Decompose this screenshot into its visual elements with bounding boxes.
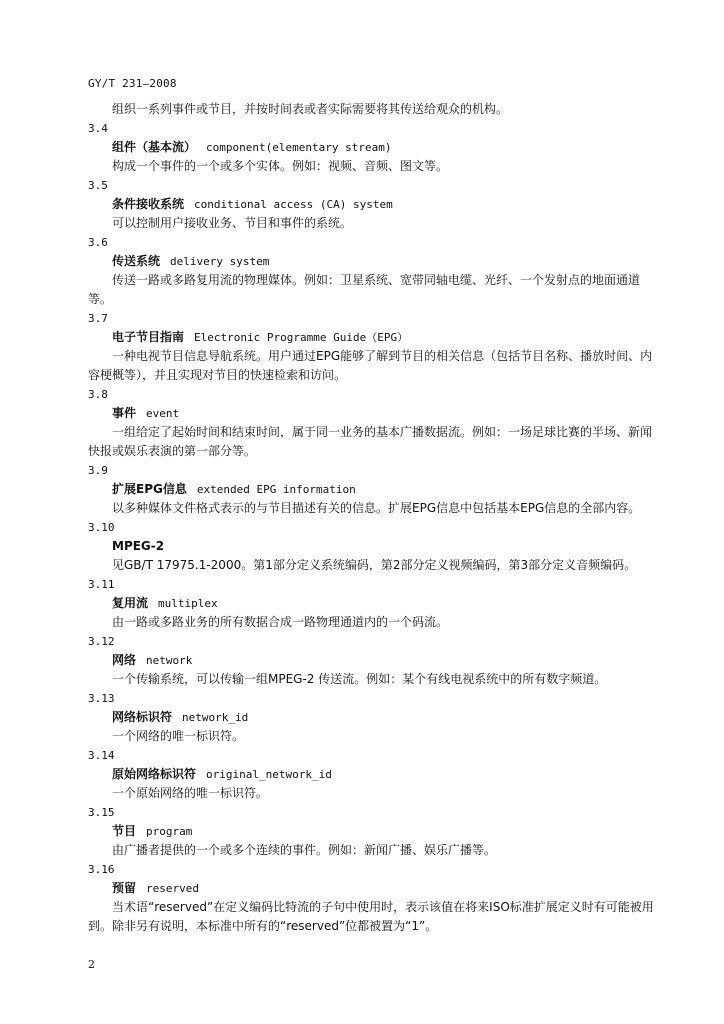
entry-definition: 由广播者提供的一个或多个连续的事件。例如：新闻广播、娱乐广播等。	[112, 843, 497, 857]
entry-term	[88, 537, 658, 556]
entry-term	[88, 708, 658, 727]
entry-3-8	[88, 385, 658, 461]
entry-number: 3.12	[88, 635, 115, 648]
entry-number: 3.7	[88, 312, 108, 325]
term-en: conditional access (CA) system	[194, 198, 393, 211]
entry-3-11	[88, 575, 658, 632]
entry-definition: 一种电视节目信息导航系统。用户通过EPG能够了解到节目的相关信息（包括节目名称、播放时间、内容梗概等），并且实现对节目的快速检索和访问。	[88, 349, 653, 382]
term-zh: 预留	[112, 881, 137, 895]
entry-definition: 一个原始网络的唯一标识符。	[112, 786, 269, 800]
entry-term	[88, 404, 658, 423]
entry-3-6	[88, 233, 658, 309]
entry-term	[88, 765, 658, 784]
term-zh: 网络标识符	[112, 710, 173, 724]
term-zh: 网络	[112, 653, 137, 667]
entry-definition: 可以控制用户接收业务、节目和事件的系统。	[112, 216, 353, 230]
entry-3-16	[88, 860, 658, 936]
entry-term	[88, 328, 658, 347]
entry-3-7	[88, 309, 658, 385]
entry-term	[88, 594, 658, 613]
entry-3-9	[88, 461, 658, 518]
entry-definition: 一个网络的唯一标识符。	[112, 729, 245, 743]
term-zh: 扩展EPG信息	[112, 482, 187, 496]
term-en: event	[146, 407, 180, 420]
term-en: component(elementary stream)	[206, 141, 392, 154]
entry-number: 3.15	[88, 806, 115, 819]
entry-number: 3.13	[88, 692, 115, 705]
term-en: network_id	[182, 711, 249, 724]
term-zh: 组件（基本流）	[112, 140, 197, 154]
entry-3-4	[88, 119, 658, 176]
entry-term	[88, 480, 658, 499]
entry-term	[88, 822, 658, 841]
term-en: Electronic Programme Guide（EPG）	[194, 331, 409, 344]
entry-term	[88, 195, 658, 214]
entry-3-14	[88, 746, 658, 803]
entry-number: 3.16	[88, 863, 115, 876]
entry-number: 3.10	[88, 521, 115, 534]
entry-number: 3.14	[88, 749, 115, 762]
entry-3-5	[88, 176, 658, 233]
entry-term	[88, 138, 658, 157]
entry-3-13	[88, 689, 658, 746]
entry-definition: 传送一路或多路复用流的物理媒体。例如：卫星系统、宽带同轴电缆、光纤、一个发射点的地面通道等。	[88, 273, 641, 306]
term-zh: 复用流	[112, 596, 149, 610]
entry-definition: 由一路或多路业务的所有数据合成一路物理通道内的一个码流。	[112, 615, 449, 629]
term-en: original_network_id	[206, 768, 332, 781]
entry-definition: 以多种媒体文件格式表示的与节目描述有关的信息。扩展EPG信息中包括基本EPG信息的全部内容。	[112, 501, 641, 515]
entry-number: 3.4	[88, 122, 108, 135]
entry-3-12	[88, 632, 658, 689]
entry-3-15	[88, 803, 658, 860]
entry-number: 3.9	[88, 464, 108, 477]
page-number: 2	[88, 958, 95, 971]
entry-number: 3.8	[88, 388, 108, 401]
entry-definition: 构成一个事件的一个或多个实体。例如：视频、音频、图文等。	[112, 159, 449, 173]
entry-term	[88, 879, 658, 898]
document-body	[88, 100, 658, 936]
term-en: program	[146, 825, 193, 838]
entry-definition: 一组给定了起始时间和结束时间，属于同一业务的基本广播数据流。例如：一场足球比赛的半场、新闻快报或娱乐表演的第一部分等。	[88, 425, 653, 458]
entry-definition: 见GB/T 17975.1-2000。第1部分定义系统编码，第2部分定义视频编码，第3部分定义音频编码。	[112, 558, 637, 572]
standard-code-header: GY/T 231—2008	[88, 77, 177, 90]
term-zh: 节目	[112, 824, 137, 838]
entry-term	[88, 252, 658, 271]
entry-number: 3.11	[88, 578, 115, 591]
term-en: network	[146, 654, 193, 667]
term-zh: 电子节目指南	[112, 330, 185, 344]
term-zh: 条件接收系统	[112, 197, 185, 211]
intro-paragraph: 组织一系列事件或节目，并按时间表或者实际需要将其传送给观众的机构。	[112, 102, 509, 116]
entry-term	[88, 651, 658, 670]
term-zh: 原始网络标识符	[112, 767, 197, 781]
entry-definition: 一个传输系统，可以传输一组MPEG-2 传送流。例如：某个有线电视系统中的所有数字频道。	[112, 672, 607, 686]
term-en: reserved	[146, 882, 199, 895]
entry-number: 3.5	[88, 179, 108, 192]
entry-definition: 当术语“reserved”在定义编码比特流的子句中使用时，表示该值在将来ISO标准扩展定义时有可能被用到。除非另有说明，本标准中所有的“reserved”位都被置为“1”。	[88, 900, 654, 933]
term-zh: 传送系统	[112, 254, 161, 268]
term-en: multiplex	[158, 597, 218, 610]
term-en: delivery system	[170, 255, 270, 268]
term-en: extended EPG information	[196, 483, 356, 496]
term-zh: 事件	[112, 406, 137, 420]
entry-3-10	[88, 518, 658, 575]
term-zh: MPEG-2	[112, 539, 165, 553]
entry-number: 3.6	[88, 236, 108, 249]
